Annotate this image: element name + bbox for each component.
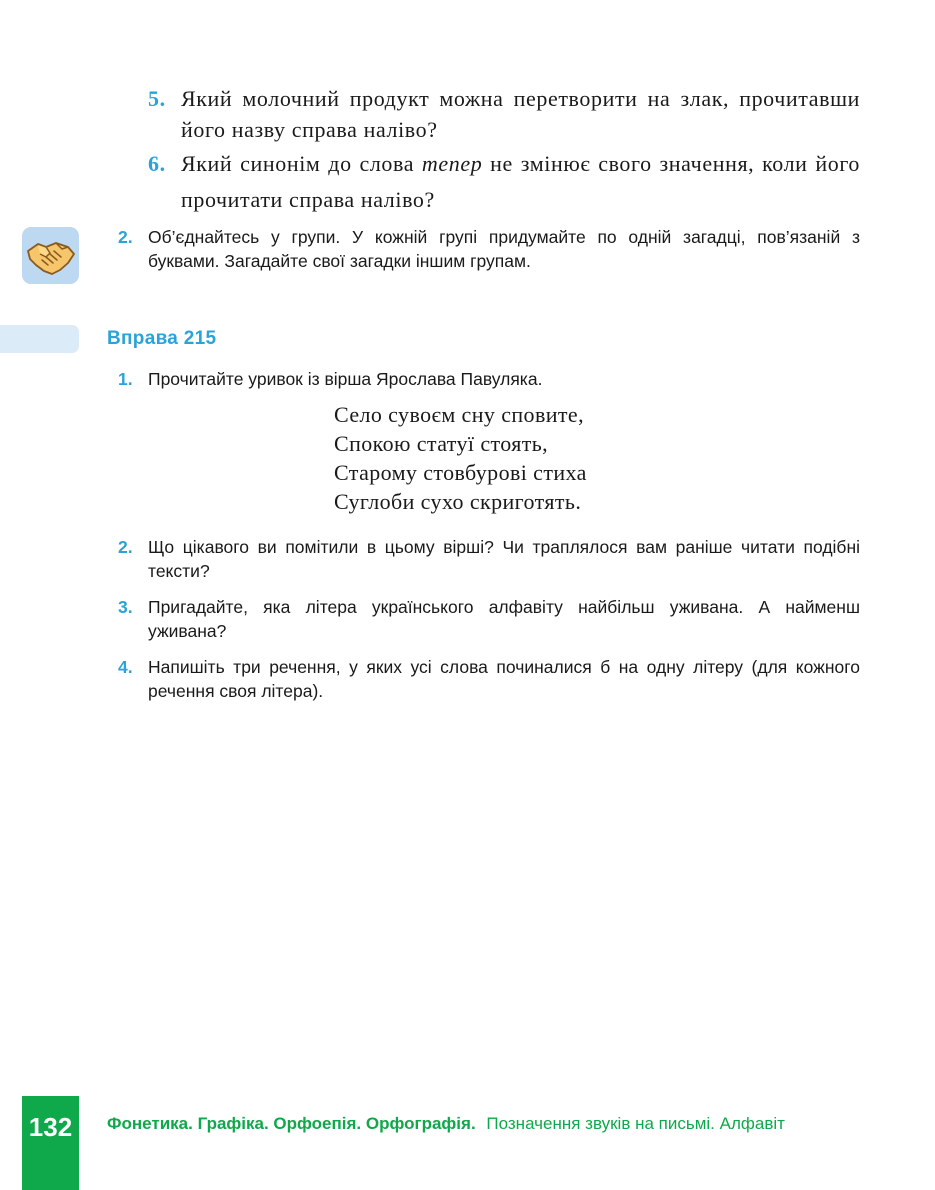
task-number: 2. (118, 227, 133, 247)
handshake-icon (22, 227, 79, 284)
exercise-task-4 (118, 655, 860, 703)
task-number: 4. (118, 657, 133, 677)
riddle-number: 5. (148, 86, 166, 111)
poem-line: Старому стовбурові стиха (334, 460, 587, 485)
riddle-text: Який молочний продукт можна перетворити на злак, прочитавши його назву справа наліво? (181, 86, 860, 142)
poem-line: Село сувоєм сну сповите, (334, 402, 584, 427)
footer-section-title: Фонетика. Графіка. Орфоепія. Орфографія. (107, 1114, 476, 1133)
page-number: 132 (28, 1112, 73, 1142)
emphasized-word: тепер (421, 151, 483, 176)
task-text: Напишіть три речення, у яких усі слова починалися б на одну літеру (для кожного речення своя літера). (148, 657, 860, 701)
task-text: Прочитайте уривок із вірша Ярослава Павуляка. (148, 369, 543, 389)
group-work-badge (22, 227, 79, 284)
riddle-text: Який синонім до слова тепер не змінює свого значення, коли його прочитати справа наліво? (181, 151, 860, 212)
group-task (118, 225, 860, 273)
exercise-heading: Вправа 215 (107, 328, 217, 349)
running-footer (107, 1114, 785, 1134)
task-number: 2. (118, 537, 133, 557)
task-text: Пригадайте, яка літера українського алфавіту найбільш уживана. А найменш уживана? (148, 597, 860, 641)
poem-line: Суглоби сухо скриготять. (334, 489, 582, 514)
task-number: 1. (118, 369, 133, 389)
page-number-tab (22, 1096, 79, 1190)
riddle-number: 6. (148, 151, 166, 176)
task-text: Що цікавого ви помітили в цьому вірші? Чи траплялося вам раніше читати подібні тексти? (148, 537, 860, 581)
footer-topic: Позначення звуків на письмі. Алфавіт (486, 1114, 785, 1133)
exercise-task-1 (118, 367, 860, 391)
poem-line: Спокою статуї стоять, (334, 431, 549, 456)
poem-excerpt (334, 400, 587, 516)
margin-tab (0, 325, 79, 353)
task-number: 3. (118, 597, 133, 617)
exercise-task-3 (118, 595, 860, 643)
task-text: Об’єднайтесь у групи. У кожній групі придумайте по одній загадці, пов’язаній з буквами. Загадайте свої загадки іншим групам. (148, 227, 860, 271)
exercise-task-2 (118, 535, 860, 583)
